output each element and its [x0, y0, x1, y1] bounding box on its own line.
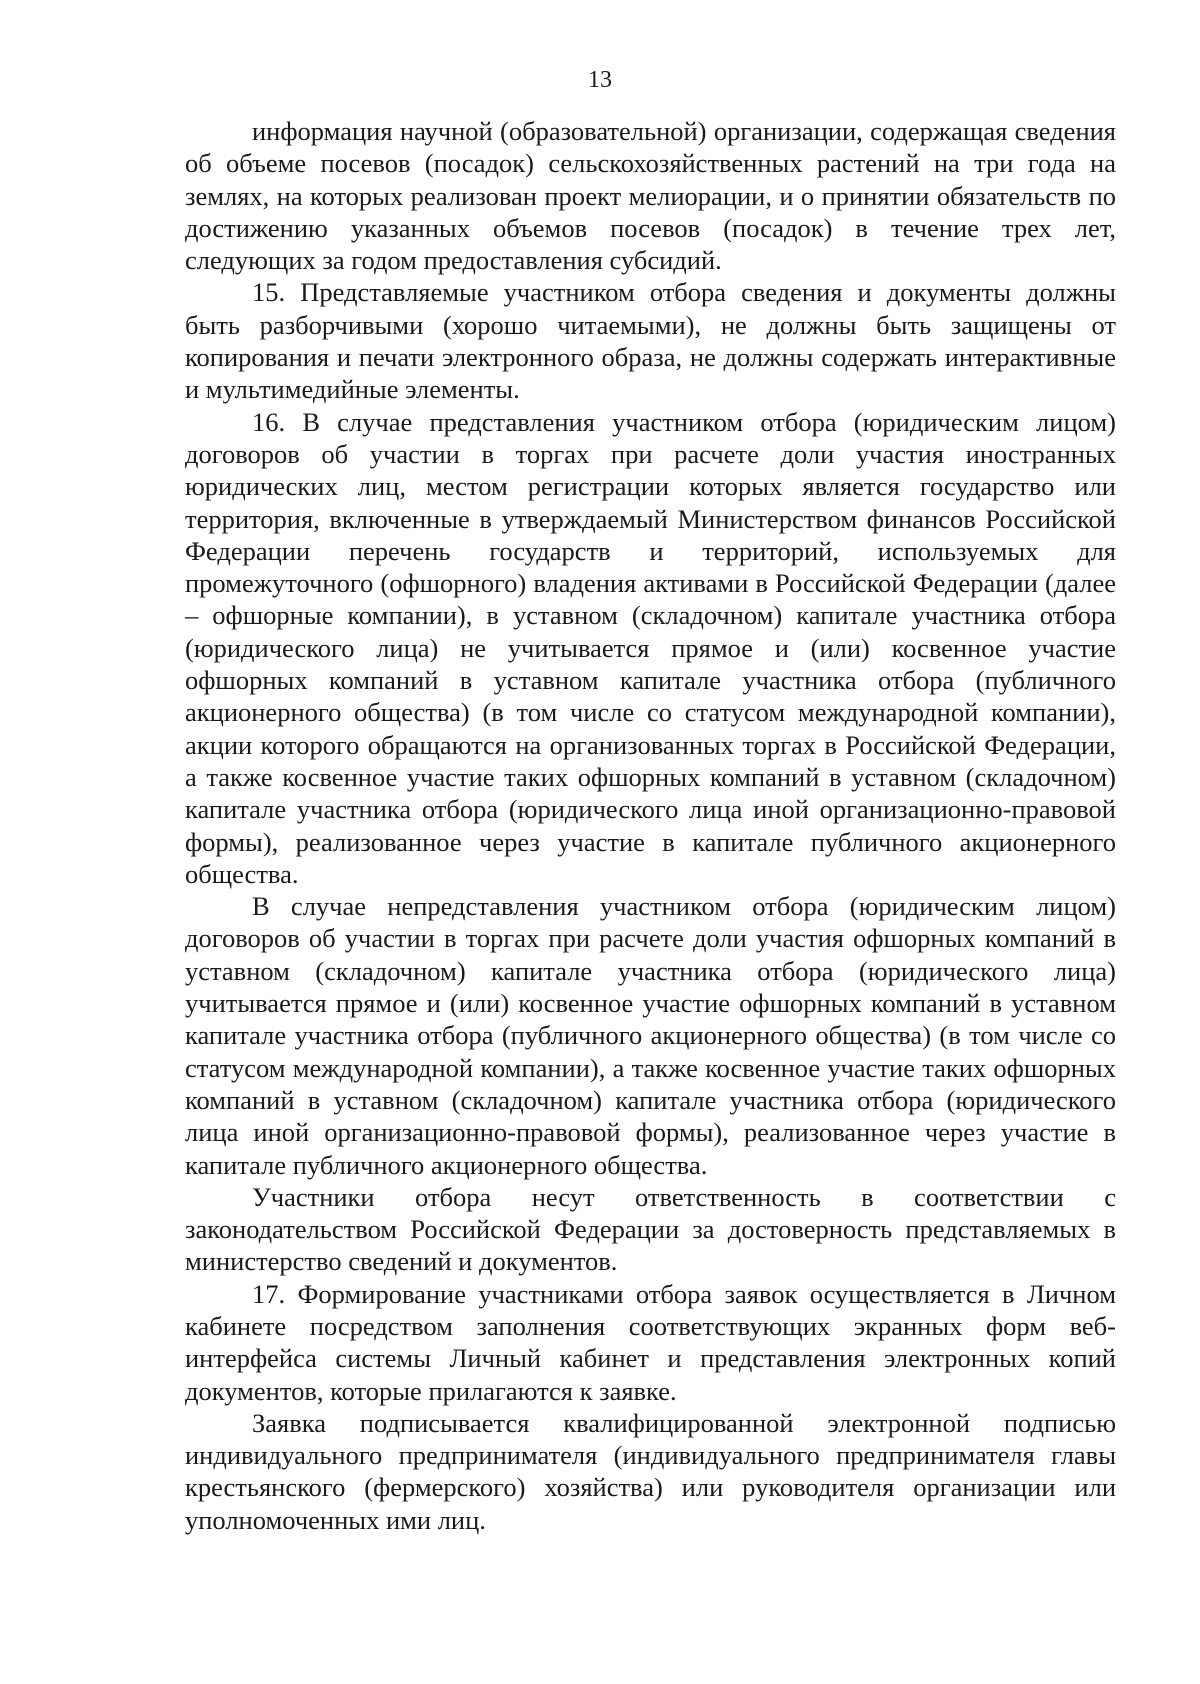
paragraph-signature: Заявка подписывается квалифицированной электронной подписью индивидуального предпринимателя (индивидуального предпринимателя главы крестьянского (фермерского) хозяйства) или руководителя организации или уполномоченных ими лиц. [185, 1407, 1116, 1535]
paragraph-17: 17. Формирование участниками отбора заявок осуществляется в Личном кабинете посредством заполнения соответствующих экранных форм веб-интерфейса системы Личный кабинет и представления электронных копий документов, которые прилагаются к заявке. [185, 1278, 1116, 1406]
document-body [185, 115, 1116, 1536]
paragraph-16-nonsubmission: В случае непредставления участником отбора (юридическим лицом) договоров об участии в торгах при расчете доли участия офшорных компаний в уставном (складочном) капитале участника отбора (юридического лица) учитывается прямое и (или) косвенное участие офшорных компаний в уставном капитале участника отбора (публичного акционерного общества) (в том числе со статусом международной компании), а также косвенное участие таких офшорных компаний в уставном (складочном) капитале участника отбора (юридического лица иной организационно-правовой формы), реализованное через участие в капитале публичного акционерного общества. [185, 891, 1116, 1180]
paragraph-16: 16. В случае представления участником отбора (юридическим лицом) договоров об участии в торгах при расчете доли участия иностранных юридических лиц, местом регистрации которых является государство или территория, включенные в утверждаемый Министерством финансов Российской Федерации перечень государств и территорий, используемых для промежуточного (офшорного) владения активами в Российской Федерации (далее – офшорные компании), в уставном (складочном) капитале участника отбора (юридического лица) не учитывается прямое и (или) косвенное участие офшорных компаний в уставном капитале участника отбора (публичного акционерного общества) (в том числе со статусом международной компании), акции которого обращаются на организованных торгах в Российской Федерации, а также косвенное участие таких офшорных компаний в уставном (складочном) капитале участника отбора (юридического лица иной организационно-правовой формы), реализованное через участие в капитале публичного акционерного общества. [185, 406, 1116, 889]
paragraph-15: 15. Представляемые участником отбора сведения и документы должны быть разборчивыми (хорошо читаемыми), не должны быть защищены от копирования и печати электронного образа, не должны содержать интерактивные и мультимедийные элементы. [185, 277, 1116, 405]
page-number: 13 [588, 67, 612, 93]
paragraph-responsibility: Участники отбора несут ответственность в соответствии с законодательством Российской Федерации за достоверность представляемых в министерство сведений и документов. [185, 1181, 1116, 1277]
paragraph-intro: информация научной (образовательной) организации, содержащая сведения об объеме посевов (посадок) сельскохозяйственных растений на три года на землях, на которых реализован проект мелиорации, и о принятии обязательств по достижению указанных объемов посевов (посадок) в течение трех лет, следующих за годом предоставления субсидий. [185, 116, 1116, 276]
